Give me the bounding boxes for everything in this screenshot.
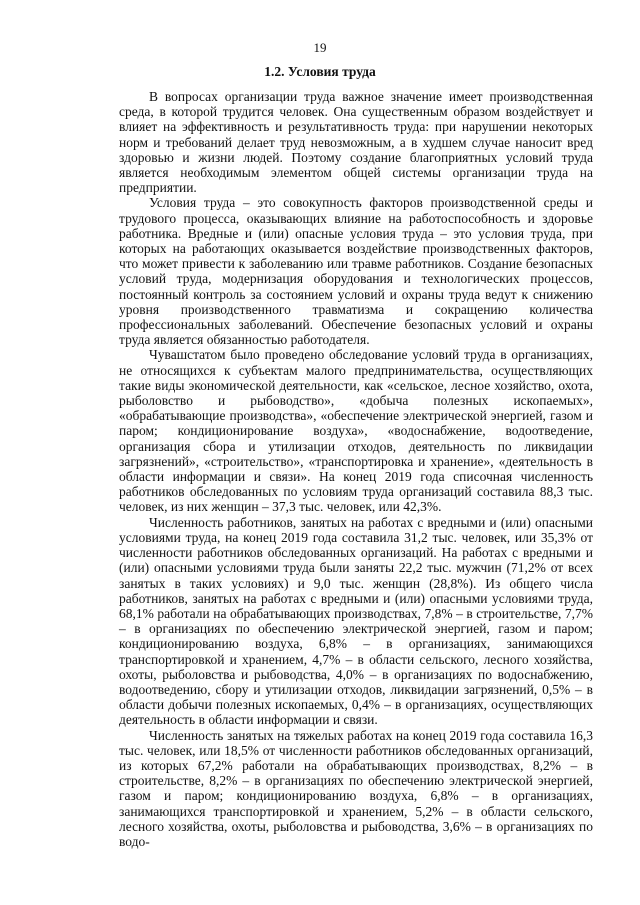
paragraph-hazardous-work: Численность работников, занятых на работах с вредными и (или) опасными условиями труда, на конец 2019 года составила 31,2 тыс. человек, или 35,3% от численности работников обследованных организаций. На работах с вредными и (или) опасными условиями труда были заняты 22,2 тыс. мужчин (71,2% от всех занятых в таких условиях) и 9,0 тыс. женщин (28,8%). Из общего числа работников, занятых на работах с вредными и (или) опасными условиями труда, 68,1% работали на обрабатывающих производствах, 7,8% – в строительстве, 7,7% – в организациях по обеспечению электрической энергией, газом и паром; кондиционированию воздуха, 6,8% – в организациях, занимающихся транспортировкой и хранением, 4,7% – в области сельского, лесного хозяйства, охоты, рыболовства и рыбоводства, 4,0% – в организациях по водоснабжению, водоотведению, сбору и утилизации отходов, ликвидации загрязнений, 0,5% – в области добычи полезных ископаемых, 0,4% – в организациях, осуществляющих деятельность в области информации и связи.	[119, 514, 593, 728]
body-text	[119, 89, 593, 849]
section-title: 1.2. Условия труда	[264, 64, 376, 79]
paragraph-heavy-work: Численность занятых на тяжелых работах на конец 2019 года составила 16,3 тыс. человек, или 18,5% от численности работников обследованных организаций, из которых 67,2% работали на обрабатывающих производствах, 8,2% – в строительстве, 8,2% – в организациях по обеспечению электрической энергией, газом и паром; кондиционированию воздуха, 6,8% – в организациях, занимающихся транспортировкой и хранением, 5,2% – в области сельского, лесного хозяйства, охоты, рыболовства и рыбоводства, 3,6% – в организациях по водо-	[119, 727, 593, 849]
paragraph-definition: Условия труда – это совокупность факторов производственной среды и трудового процесса, оказывающих влияние на работоспособность и здоровье работника. Вредные и (или) опасные условия труда – это условия труда, при которых на работающих оказывается воздействие производственных факторов, что может привести к заболеванию или травме работников. Создание безопасных условий труда, модернизация оборудования и технологических процессов, постоянный контроль за состоянием условий и охраны труда ведут к снижению уровня производственного травматизма и сокращению количества профессиональных заболеваний. Обеспечение безопасных условий и охраны труда является обязанностью работодателя.	[119, 195, 593, 348]
paragraph-intro: В вопросах организации труда важное значение имеет производственная среда, в которой трудится человек. Она существенным образом воздействует и влияет на эффективность и результативность труда: при нарушении некоторых норм и требований делает труд невозможным, а в худшем случае наносит вред здоровью и жизни людей. Поэтому создание благоприятных условий труда является необходимым элементом общей системы организации труда на предприятии.	[119, 89, 593, 196]
page-number: 19	[313, 40, 327, 55]
paragraph-survey: Чувашстатом было проведено обследование условий труда в организациях, не относящихся к субъектам малого предпринимательства, осуществляющих такие виды экономической деятельности, как «сельское, лесное хозяйство, охота, рыболовство и рыбоводство», «добыча полезных ископаемых», «обрабатывающие производства», «обеспечение электрической энергией, газом и паром; кондиционирование воздуха», «водоснабжение, водоотведение, организация сбора и утилизации отходов, деятельность по ликвидации загрязнений», «строительство», «транспортировка и хранение», «деятельность в области информации и связи». На конец 2019 года списочная численность работников обследованных по условиям труда организаций составила 88,3 тыс. человек, из них женщин – 37,3 тыс. человек, или 42,3%.	[119, 347, 593, 515]
